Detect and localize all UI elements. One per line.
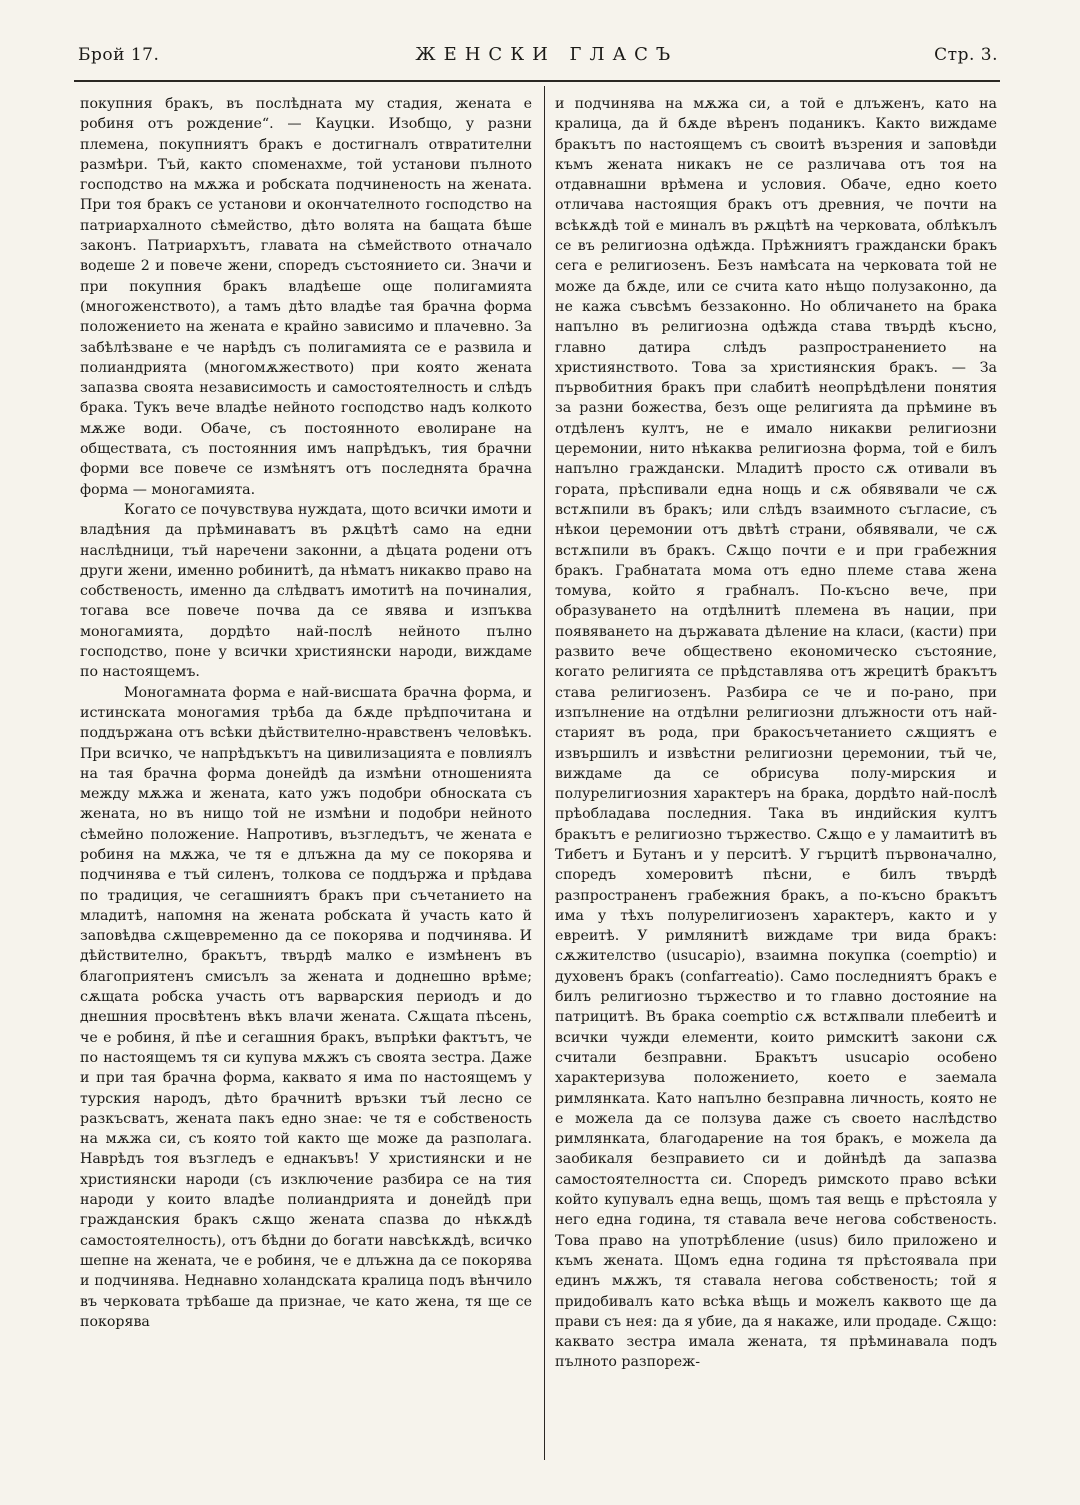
paragraph: покупния бракъ, въ послѣдната му стадия, жената е робиня отъ рождение“. — Кауцки. Изобщо, у разни племена, покупниятъ бракъ е достигналъ отвратителни размѣри. Тъй, както споменахме, той установи пълното господство на мѫжа и робската подчиненость на жената. При тоя бракъ се установи и окончателното господство на патриархалното сѣмейство, дѣто волята на бащата бѣше законъ. Патриархътъ, главата на сѣмейството отначало водеше 2 и повече жени, споредъ състоянието си. Значи и при покупния бракъ владѣеше още полигамията (многоженството), а тамъ дѣто владѣе тая брачна форма положението на жената е крайно зависимо и плачевно. За забѣлѣзване е че нарѣдъ съ полигамията се е развила и полиандрията (многомѫжеството) при която жената запазва своята независимость и самостоятелность и слѣдъ брака. Тукъ вече владѣе нейното господство надъ колкото мѫже води. Обаче, съ постоянното еволиране на обществата, съ постоянния имъ напрѣдъкъ, тия брачни форми все повече се измѣнятъ отъ последнята брачна форма — моногамията. [80, 96, 532, 498]
page-number: Стр. 3. [934, 45, 998, 65]
publication-title: ЖЕНСКИ ГЛАСЪ [415, 44, 679, 65]
issue-number: Брой 17. [78, 45, 160, 65]
paragraph: Моногамната форма е най-висшата брачна форма, и истинската моногамия трѣба да бѫде прѣдпочитана и поддържана отъ всѣки дѣйствително-нравственъ человѣкъ. При всичко, че напрѣдъкътъ на цивилизацията е повлиялъ на тая брачна форма донейдѣ да измѣни отношенията между мѫжа и жената, като ужъ подобри обноската съ жената, но въ нищо той не измѣни и подобри нейното сѣмейно положение. Напротивъ, възгледътъ, че жената е робиня на мѫжа, че тя е длъжна да му се покорява и подчинява е тъй силенъ, толкова се поддържа и прѣдава по традиция, че сегашниятъ бракъ при съчетанието на младитѣ, напомня на жената робската й участь като й заповѣдва сѫщевременно да се покорява и подчинява. И дѣйствително, бракътъ, твърдѣ малко е измѣненъ въ благоприятенъ смисълъ за жената и доднешно врѣме; сѫщата робска участь отъ варварския периодъ и до днешния просвѣтенъ вѣкъ влачи жената. Сѫщата пѣсень, че е робиня, й пѣе и сегашния бракъ, въпрѣки фактътъ, че по настоящемъ тя си купува мѫжъ съ своята зестра. Даже и при тая брачна форма, каквато я има по настоящемъ у турския народъ, дѣто брачнитѣ връзки тъй лесно се разкъсватъ, жената пакъ едно знае: че тя е собственость на мѫжа си, съ която той както ще може да разполага. Наврѣдъ тоя възгледъ е еднакъвъ! У християнски и не християнски народи (съ изключение разбира се на тия народи у които владѣе полиандрията и донейдѣ при гражданския бракъ сѫщо жената спазва до нѣкѫдѣ самостоятелность), отъ бѣдни до богати навсѣкѫдѣ, всичко шепне на жената, че е робиня, че е длъжна да се покорява и подчинява. Неднавно холандската кралица подъ вѣнчило въ черковата трѣбаше да признае, че като жена, тя ще се покорява [80, 684, 532, 1330]
paragraph: Когато се почувствува нуждата, щото всички имоти и владѣния да прѣминаватъ въ рѫцѣтѣ само на едни наслѣдници, тъй наречени законни, а дѣцата родени отъ други жени, именно робинитѣ, да нѣматъ никакво право на собственость, именно да слѣдватъ имотитѣ на починалия, тогава все повече почва да се явява и изпъква моногамията, дордѣто най-послѣ нейното пълно господство, поне у всички християнски народи, виждаме по настоящемъ. [80, 501, 532, 681]
right-column [555, 94, 997, 1373]
header-rule [74, 80, 1000, 82]
left-column [80, 94, 532, 1332]
paragraph: и подчинява на мѫжа си, а той е длъженъ, като на кралица, да й бѫде вѣренъ поданикъ. Както виждаме бракътъ по настоящемъ съ своитѣ възрения и заповѣди къмъ жената никакъ не се различава отъ тоя на отдавнашни врѣмена и условия. Обаче, едно което отличава настоящия бракъ отъ древния, че почти на всѣкѫдѣ той е миналъ въ рѫцѣтѣ на черковата, облѣкълъ се въ религиозна одѣжда. Прѣжниятъ граждански бракъ сега е религиозенъ. Безъ намѣсата на черковата той не може да бѫде, или се счита като нѣщо полузаконно, да не кажа съвсѣмъ беззаконно. Но обличането на брака напълно въ религиозна одѣжда става твърдѣ късно, главно датира слѣдъ разпространението на християнството. Това за християнския бракъ. — За първобитния бракъ при слабитѣ неопрѣдѣлени понятия за разни божества, безъ още религията да прѣмине въ отдѣленъ култъ, не е имало никакви религиозни церемонии, нито нѣкаква религиозна форма, той е билъ напълно граждански. Младитѣ просто сѫ отивали въ гората, прѣспивали една нощь и сѫ обявявали че сѫ встѫпили въ бракъ; или слѣдъ взаимното съгласие, съ нѣкои церемонии отъ двѣтѣ страни, обявявали, че сѫ встѫпили въ бракъ. Сѫщо почти е и при грабежния бракъ. Грабнатата мома отъ едно племе става жена томува, който я грабналъ. По-късно вече, при образуването на отдѣлнитѣ племена въ нации, при появяването на държавата дѣление на класи, (касти) при развито вече обществено економическо състояние, когато религията се прѣдставлява отъ жрецитѣ бракътъ става религиозенъ. Разбира се че и по-рано, при изпълнение на отдѣлни религиозни длъжности отъ най-старият въ рода, при бракосъчетанието сѫщиятъ е извършилъ и извѣстни религиозни церемонии, тъй че, виждаме да се обрисува полу-мирския и полурелигиозния характеръ на брака, дордѣто най-послѣ прѣобладава последния. Така въ индийския култъ бракътъ е религиозно тържество. Сѫщо е у ламаититѣ въ Тибетъ и Бутанъ и у перситѣ. У гърцитѣ първоначално, споредъ хомеровитѣ пѣсни, е билъ твърдѣ разпространенъ грабежния бракъ, а по-късно бракътъ има у тѣхъ полурелигиозенъ характеръ, както и у евреитѣ. У римлянитѣ виждаме три вида бракъ: сѫжителство (usucapio), взаимна покупка (coemptio) и духовенъ бракъ (confarreatio). Само последниятъ бракъ е билъ религиозно тържество и то главно достояние на патрицитѣ. Въ брака coemptio сѫ встѫпвали плебеитѣ и всички чужди елементи, които римскитѣ закони сѫ считали безправни. Бракътъ usucapio особено характеризува положението, което е заемала римлянката. Като напълно безправна личность, която не е можела да се ползува даже съ своето наслѣдство римлянката, благодарение на тоя бракъ, е можела да заобикаля безправието си и дойнѣдѣ да запазва самостоятелността си. Споредъ римското право всѣки който купувалъ една вещь, щомъ тая вещь е прѣстояла у него една година, тя ставала вече негова собственость. Това право на употрѣбление (usus) било приложено и къмъ жената. Щомъ една година тя прѣстоявала при единъ мѫжъ, тя ставала негова собственость; той я придобивалъ като всѣка вѣщь и можелъ каквото ще да прави съ нея: да я убие, да я накаже, или продаде. Сѫщо: каквато зестра имала жената, тя прѣминавала подъ пълното разпореж- [555, 96, 997, 1371]
column-divider [544, 86, 545, 1460]
page-header [78, 44, 998, 74]
